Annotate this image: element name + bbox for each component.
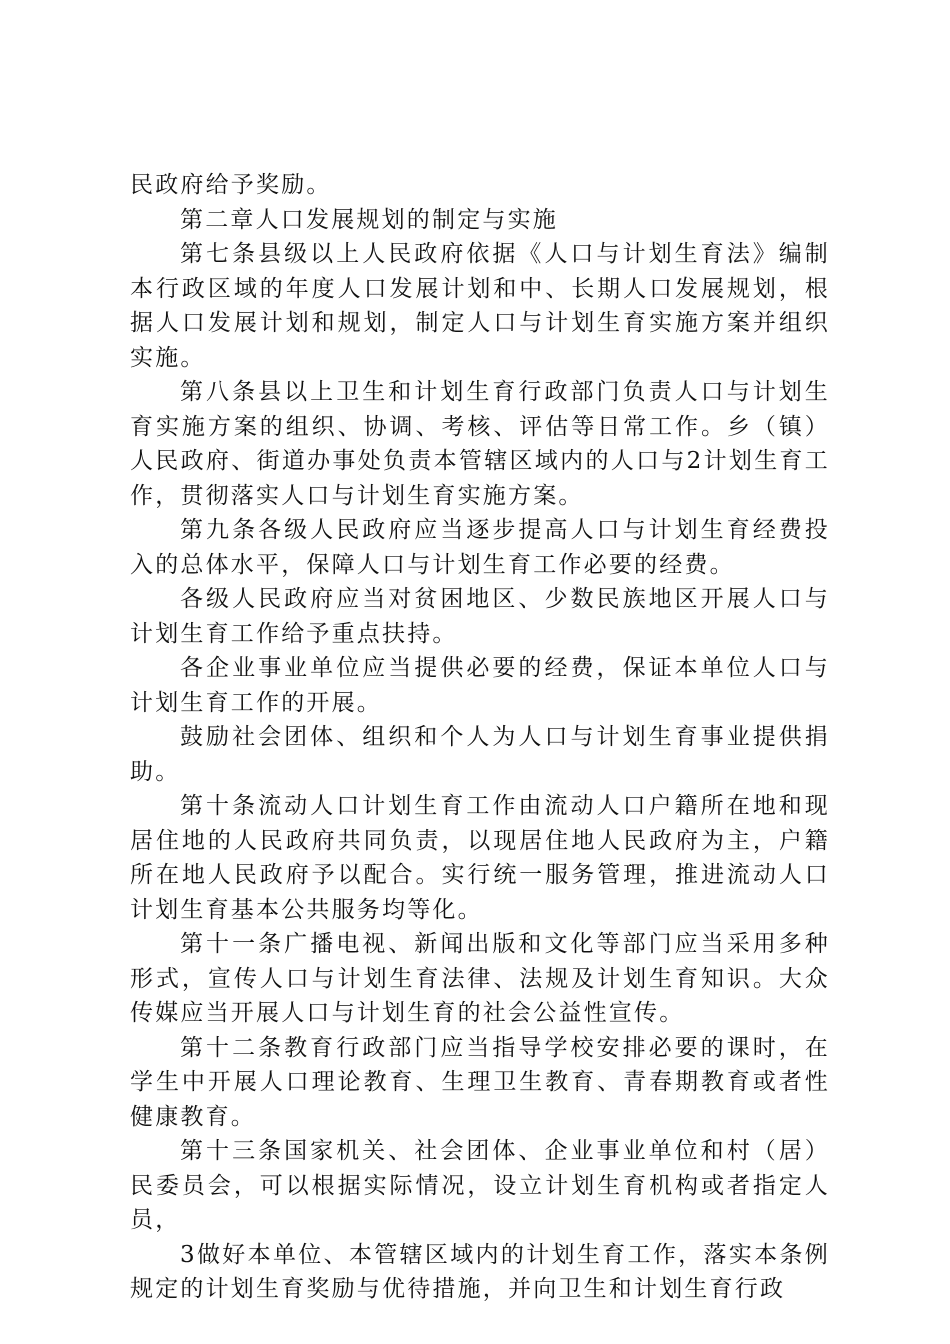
document-body: [130, 168, 830, 1307]
paragraph: 第十一条广播电视、新闻出版和文化等部门应当采用多种形式，宣传人口与计划生育法律、法规及计划生育知识。大众传媒应当开展人口与计划生育的社会公益性宣传。: [130, 931, 830, 1026]
paragraph: 各级人民政府应当对贫困地区、少数民族地区开展人口与计划生育工作给予重点扶持。: [130, 586, 830, 647]
paragraph: 第十条流动人口计划生育工作由流动人口户籍所在地和现居住地的人民政府共同负责，以现居住地人民政府为主，户籍所在地人民政府予以配合。实行统一服务管理，推进流动人口计划生育基本公共服务均等化。: [130, 793, 830, 923]
paragraph: 鼓励社会团体、组织和个人为人口与计划生育事业提供捐助。: [130, 724, 830, 785]
chapter-heading: 第二章人口发展规划的制定与实施: [180, 206, 558, 233]
paragraph: 第十二条教育行政部门应当指导学校安排必要的课时，在学生中开展人口理论教育、生理卫生教育、青春期教育或者性健康教育。: [130, 1034, 830, 1130]
paragraph: 第七条县级以上人民政府依据《人口与计划生育法》编制本行政区域的年度人口发展计划和中、长期人口发展规划，根据人口发展计划和规划，制定人口与计划生育实施方案并组织实施。: [130, 241, 830, 371]
paragraph: 第八条县以上卫生和计划生育行政部门负责人口与计划生育实施方案的组织、协调、考核、评估等日常工作。乡（镇）人民政府、街道办事处负责本管辖区域内的人口与2计划生育工作，贯彻落实人口与计划生育实施方案。: [130, 379, 830, 509]
paragraph: 各企业事业单位应当提供必要的经费，保证本单位人口与计划生育工作的开展。: [130, 655, 830, 716]
paragraph: 3做好本单位、本管辖区域内的计划生育工作，落实本条例规定的计划生育奖励与优待措施，并向卫生和计划生育行政: [130, 1241, 830, 1302]
paragraph: 第十三条国家机关、社会团体、企业事业单位和村（居）民委员会，可以根据实际情况，设立计划生育机构或者指定人员，: [130, 1138, 830, 1233]
paragraph: 民政府给予奖励。: [130, 172, 332, 198]
paragraph: 第九条各级人民政府应当逐步提高人口与计划生育经费投入的总体水平，保障人口与计划生育工作必要的经费。: [130, 517, 830, 578]
